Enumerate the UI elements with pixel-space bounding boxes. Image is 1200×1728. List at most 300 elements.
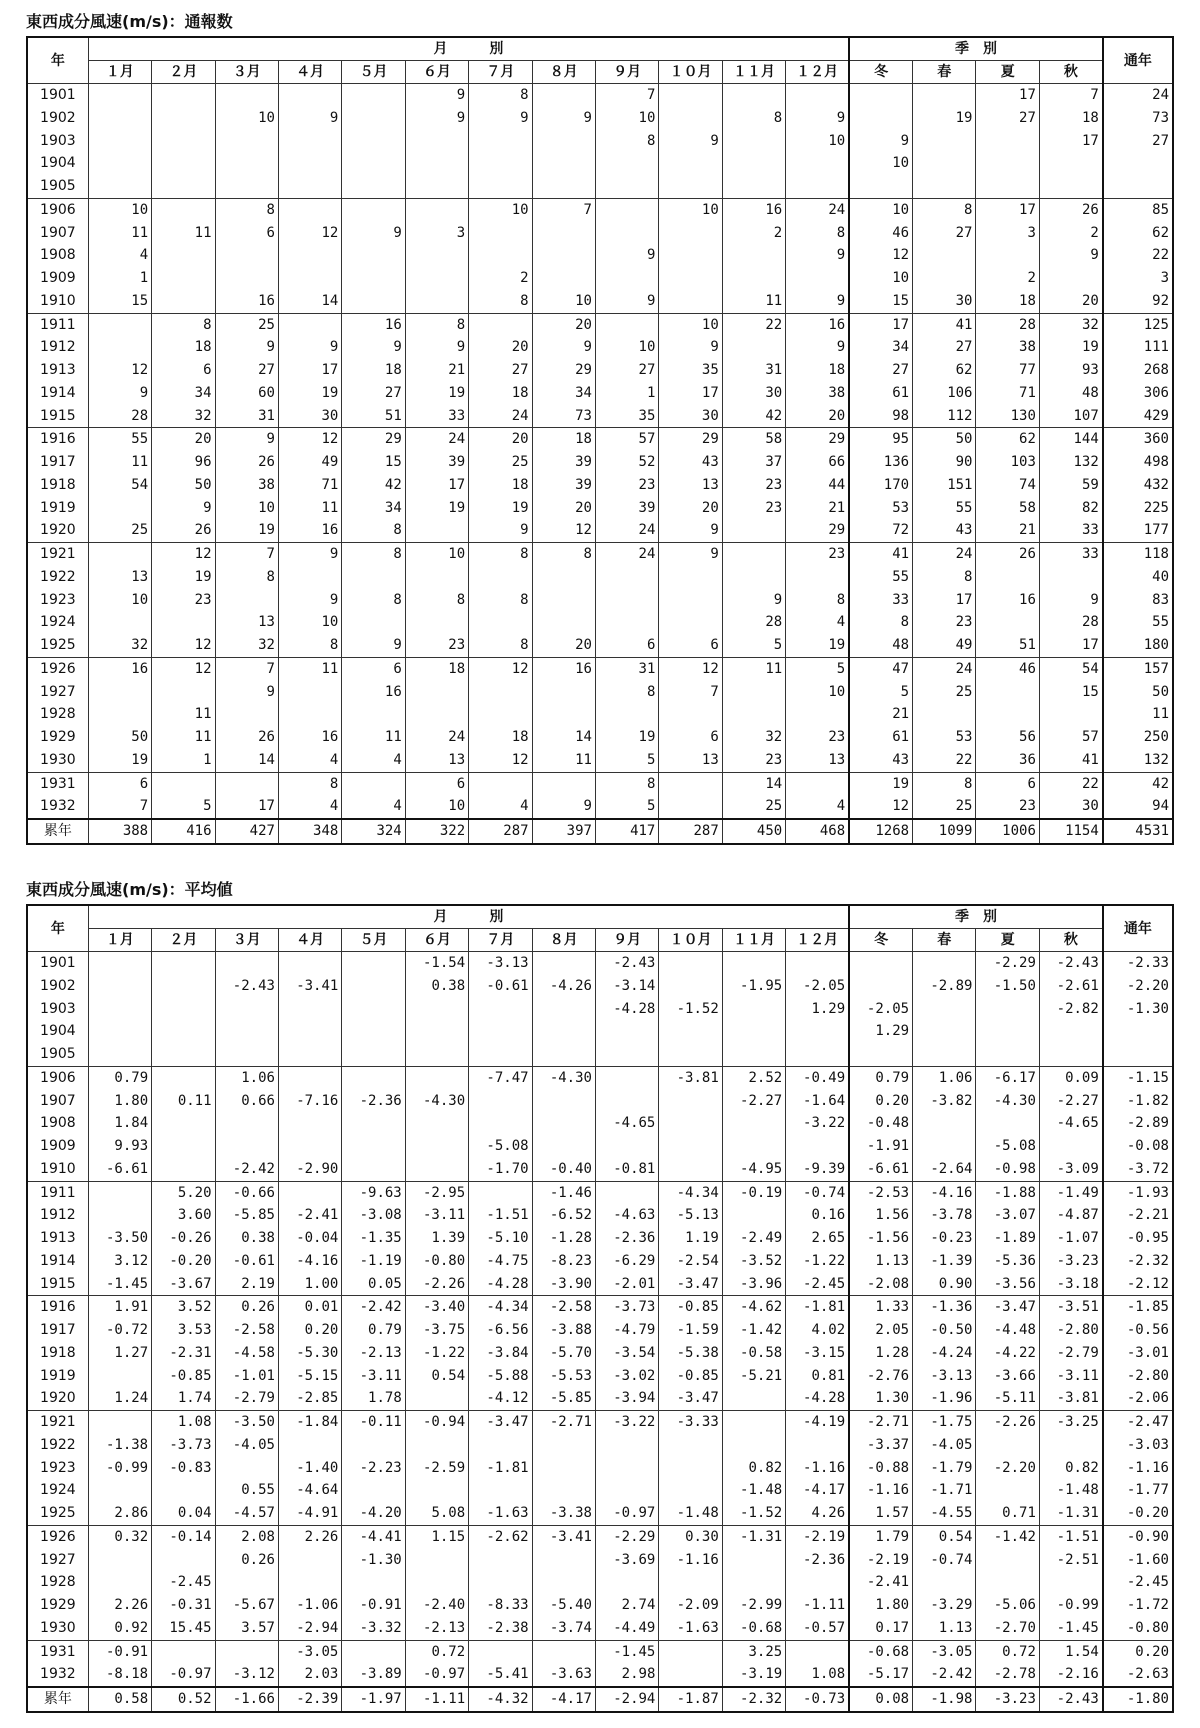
value-cell: 22: [1103, 244, 1173, 267]
value-cell: 19: [469, 497, 532, 520]
value-cell: 8: [469, 589, 532, 612]
value-cell: -3.08: [342, 1204, 405, 1227]
value-cell: -3.50: [88, 1227, 151, 1250]
value-cell: 3.25: [722, 1640, 785, 1663]
value-cell: [152, 772, 215, 795]
value-cell: 0.92: [88, 1617, 151, 1640]
value-cell: [659, 175, 722, 198]
value-cell: 23: [595, 474, 658, 497]
value-cell: 6: [215, 222, 278, 245]
season-header: 夏: [976, 61, 1039, 84]
value-cell: 0.20: [849, 1090, 912, 1113]
value-cell: -3.02: [595, 1365, 658, 1388]
value-cell: [722, 703, 785, 726]
value-cell: -2.45: [152, 1571, 215, 1594]
value-cell: [659, 1158, 722, 1181]
value-cell: [405, 1549, 468, 1572]
value-cell: [913, 1571, 976, 1594]
value-cell: 12: [88, 359, 151, 382]
value-cell: 38: [976, 336, 1039, 359]
value-cell: -3.13: [469, 952, 532, 975]
month-header: ９月: [595, 61, 658, 84]
value-cell: [278, 84, 341, 107]
value-cell: -3.40: [405, 1296, 468, 1319]
value-cell: -4.75: [469, 1250, 532, 1273]
total-cell: -4.17: [532, 1687, 595, 1712]
value-cell: -0.20: [152, 1250, 215, 1273]
value-cell: 10: [215, 497, 278, 520]
total-cell: 287: [659, 819, 722, 844]
value-cell: -3.69: [595, 1549, 658, 1572]
value-cell: -1.16: [849, 1479, 912, 1502]
table-row: [27, 1387, 1173, 1410]
value-cell: -2.26: [976, 1411, 1039, 1434]
value-cell: [469, 1043, 532, 1066]
value-cell: [405, 1020, 468, 1043]
season-header: 夏: [976, 929, 1039, 952]
value-cell: 44: [786, 474, 849, 497]
value-cell: -0.97: [405, 1663, 468, 1687]
value-cell: 16: [278, 519, 341, 542]
value-cell: -5.41: [469, 1663, 532, 1687]
value-cell: 30: [659, 405, 722, 428]
value-cell: [595, 1181, 658, 1204]
table-row: [27, 244, 1173, 267]
value-cell: 5: [849, 681, 912, 704]
value-cell: 0.09: [1039, 1066, 1102, 1089]
year-cell: 1901: [27, 84, 88, 107]
value-cell: [913, 1112, 976, 1135]
value-cell: 23: [722, 474, 785, 497]
value-cell: 23: [722, 749, 785, 772]
value-cell: 62: [1103, 222, 1173, 245]
value-cell: 132: [1039, 451, 1102, 474]
value-cell: -5.11: [976, 1387, 1039, 1410]
value-cell: -3.29: [913, 1594, 976, 1617]
value-cell: [342, 1112, 405, 1135]
value-cell: [278, 681, 341, 704]
value-cell: 1.91: [88, 1296, 151, 1319]
value-cell: 9: [786, 244, 849, 267]
value-cell: 27: [849, 359, 912, 382]
value-cell: 73: [532, 405, 595, 428]
total-cell: -3.23: [976, 1687, 1039, 1712]
month-header: ６月: [405, 929, 468, 952]
value-cell: [152, 998, 215, 1021]
value-cell: [405, 1158, 468, 1181]
value-cell: 71: [976, 382, 1039, 405]
value-cell: -3.74: [532, 1617, 595, 1640]
value-cell: 13: [786, 749, 849, 772]
value-cell: -4.63: [595, 1204, 658, 1227]
value-cell: 250: [1103, 726, 1173, 749]
value-cell: 1: [152, 749, 215, 772]
value-cell: -0.95: [1103, 1227, 1173, 1250]
value-cell: -2.99: [722, 1594, 785, 1617]
table-row: [27, 1158, 1173, 1181]
value-cell: [595, 1457, 658, 1480]
value-cell: -3.05: [278, 1640, 341, 1663]
value-cell: [469, 244, 532, 267]
value-cell: -2.80: [1103, 1365, 1173, 1388]
value-cell: 8: [722, 107, 785, 130]
value-cell: 13: [215, 611, 278, 634]
value-cell: [342, 1020, 405, 1043]
table-row: [27, 998, 1173, 1021]
value-cell: -2.23: [342, 1457, 405, 1480]
value-cell: [342, 198, 405, 221]
value-cell: 10: [849, 267, 912, 290]
year-cell: 1917: [27, 1319, 88, 1342]
value-cell: 23: [722, 497, 785, 520]
value-cell: -4.30: [976, 1090, 1039, 1113]
value-cell: 17: [215, 795, 278, 819]
value-cell: 90: [913, 451, 976, 474]
value-cell: [976, 1434, 1039, 1457]
value-cell: [152, 198, 215, 221]
total-cell: 4531: [1103, 819, 1173, 844]
value-cell: 62: [913, 359, 976, 382]
value-cell: 9: [278, 589, 341, 612]
table-row: [27, 1502, 1173, 1525]
value-cell: 11: [278, 657, 341, 680]
value-cell: -3.73: [152, 1434, 215, 1457]
value-cell: -7.47: [469, 1066, 532, 1089]
value-cell: -1.52: [659, 998, 722, 1021]
value-cell: 0.71: [976, 1502, 1039, 1525]
value-cell: [215, 1457, 278, 1480]
value-cell: -3.88: [532, 1319, 595, 1342]
value-cell: [342, 130, 405, 153]
value-cell: [532, 589, 595, 612]
value-cell: 1.84: [88, 1112, 151, 1135]
value-cell: 9: [278, 543, 341, 566]
value-cell: [405, 681, 468, 704]
value-cell: -2.32: [1103, 1250, 1173, 1273]
month-header: ７月: [469, 929, 532, 952]
total-cell: 1154: [1039, 819, 1102, 844]
value-cell: 8: [595, 772, 658, 795]
value-cell: [215, 1020, 278, 1043]
value-cell: -1.77: [1103, 1479, 1173, 1502]
value-cell: 3.57: [215, 1617, 278, 1640]
value-cell: 11: [152, 222, 215, 245]
value-cell: [405, 130, 468, 153]
value-cell: 27: [976, 107, 1039, 130]
value-cell: -2.19: [786, 1525, 849, 1548]
value-cell: 1.13: [913, 1617, 976, 1640]
value-cell: [532, 267, 595, 290]
total-row: [27, 819, 1173, 844]
value-cell: [786, 152, 849, 175]
value-cell: 225: [1103, 497, 1173, 520]
value-cell: [659, 152, 722, 175]
value-cell: 35: [595, 405, 658, 428]
value-cell: -1.59: [659, 1319, 722, 1342]
table-row: [27, 1365, 1173, 1388]
value-cell: -1.38: [88, 1434, 151, 1457]
value-cell: -4.57: [215, 1502, 278, 1525]
value-cell: -0.83: [152, 1457, 215, 1480]
value-cell: 0.05: [342, 1273, 405, 1296]
value-cell: 20: [469, 336, 532, 359]
table-row: [27, 1663, 1173, 1687]
value-cell: [532, 1549, 595, 1572]
value-cell: 8: [913, 772, 976, 795]
value-cell: 1.06: [913, 1066, 976, 1089]
value-cell: [215, 1640, 278, 1663]
table-row: [27, 130, 1173, 153]
year-cell: 1911: [27, 1181, 88, 1204]
value-cell: -1.48: [1039, 1479, 1102, 1502]
table-row: [27, 519, 1173, 542]
value-cell: -5.08: [469, 1135, 532, 1158]
value-cell: [786, 566, 849, 589]
value-cell: [278, 198, 341, 221]
value-cell: 43: [849, 749, 912, 772]
value-cell: 46: [849, 222, 912, 245]
value-cell: 29: [786, 428, 849, 451]
value-cell: -4.19: [786, 1411, 849, 1434]
value-cell: -0.91: [342, 1594, 405, 1617]
value-cell: -1.22: [405, 1342, 468, 1365]
value-cell: 20: [469, 428, 532, 451]
value-cell: 3.60: [152, 1204, 215, 1227]
value-cell: 1.06: [215, 1066, 278, 1089]
value-cell: -3.47: [469, 1411, 532, 1434]
value-cell: -4.48: [976, 1319, 1039, 1342]
value-cell: [342, 1135, 405, 1158]
value-cell: [278, 998, 341, 1021]
value-cell: 16: [532, 657, 595, 680]
value-cell: -1.01: [215, 1365, 278, 1388]
month-group-header: 月 別: [88, 37, 849, 61]
value-cell: [595, 1090, 658, 1113]
month-header: ５月: [342, 929, 405, 952]
value-cell: 11: [1103, 703, 1173, 726]
value-cell: 18: [342, 359, 405, 382]
year-cell: 1930: [27, 1617, 88, 1640]
value-cell: 50: [1103, 681, 1173, 704]
value-cell: -0.66: [215, 1181, 278, 1204]
value-cell: 27: [913, 222, 976, 245]
year-cell: 1907: [27, 1090, 88, 1113]
value-cell: 0.72: [405, 1640, 468, 1663]
value-cell: [976, 681, 1039, 704]
value-cell: [152, 1158, 215, 1181]
total-cell: 397: [532, 819, 595, 844]
value-cell: -4.28: [786, 1387, 849, 1410]
value-cell: [722, 1411, 785, 1434]
value-cell: 20: [1039, 290, 1102, 313]
value-cell: 12: [659, 657, 722, 680]
value-cell: -4.12: [469, 1387, 532, 1410]
value-cell: 10: [278, 611, 341, 634]
year-cell: 1902: [27, 107, 88, 130]
value-cell: 4: [88, 244, 151, 267]
value-cell: -6.61: [88, 1158, 151, 1181]
value-cell: 62: [976, 428, 1039, 451]
value-cell: -2.43: [595, 952, 658, 975]
value-cell: 20: [532, 634, 595, 657]
value-cell: [659, 1020, 722, 1043]
value-cell: 22: [722, 313, 785, 336]
value-cell: 2: [1039, 222, 1102, 245]
value-cell: [532, 1571, 595, 1594]
value-cell: 8: [152, 313, 215, 336]
value-cell: -5.53: [532, 1365, 595, 1388]
value-cell: [278, 267, 341, 290]
value-cell: [659, 611, 722, 634]
year-cell: 1916: [27, 428, 88, 451]
value-cell: [976, 998, 1039, 1021]
value-cell: [152, 611, 215, 634]
value-cell: 94: [1103, 795, 1173, 819]
value-cell: -2.43: [1039, 952, 1102, 975]
value-cell: 53: [913, 726, 976, 749]
value-cell: 66: [786, 451, 849, 474]
value-cell: [152, 290, 215, 313]
value-cell: -1.56: [849, 1227, 912, 1250]
value-cell: 25: [88, 519, 151, 542]
value-cell: 12: [469, 749, 532, 772]
value-cell: 48: [1039, 382, 1102, 405]
value-cell: 8: [532, 543, 595, 566]
value-cell: 8: [595, 681, 658, 704]
value-cell: -3.67: [152, 1273, 215, 1296]
value-cell: 1.74: [152, 1387, 215, 1410]
value-cell: 2.74: [595, 1594, 658, 1617]
value-cell: [659, 1640, 722, 1663]
value-cell: -2.29: [595, 1525, 658, 1548]
value-cell: [215, 998, 278, 1021]
value-cell: 7: [215, 543, 278, 566]
value-cell: 10: [215, 107, 278, 130]
value-cell: 17: [913, 589, 976, 612]
total-cell: -1.97: [342, 1687, 405, 1712]
value-cell: -2.61: [1039, 975, 1102, 998]
value-cell: [1103, 152, 1173, 175]
value-cell: [786, 1020, 849, 1043]
value-cell: -0.85: [659, 1365, 722, 1388]
total-cell: 324: [342, 819, 405, 844]
table-row: [27, 634, 1173, 657]
value-cell: 9: [786, 107, 849, 130]
value-cell: -2.13: [342, 1342, 405, 1365]
value-cell: -2.43: [215, 975, 278, 998]
value-cell: 1: [595, 382, 658, 405]
value-cell: [342, 152, 405, 175]
value-cell: [88, 313, 151, 336]
value-cell: 19: [405, 382, 468, 405]
value-cell: -2.27: [722, 1090, 785, 1113]
value-cell: 8: [913, 198, 976, 221]
month-header: １月: [88, 929, 151, 952]
total-cell: -2.32: [722, 1687, 785, 1712]
value-cell: 29: [342, 428, 405, 451]
value-cell: 1.13: [849, 1250, 912, 1273]
value-cell: 17: [849, 313, 912, 336]
value-cell: 1.30: [849, 1387, 912, 1410]
value-cell: [659, 975, 722, 998]
value-cell: -2.36: [786, 1549, 849, 1572]
value-cell: 39: [405, 451, 468, 474]
value-cell: 57: [1039, 726, 1102, 749]
value-cell: -1.72: [1103, 1594, 1173, 1617]
value-cell: -0.68: [849, 1640, 912, 1663]
year-cell: 1912: [27, 1204, 88, 1227]
value-cell: 20: [532, 497, 595, 520]
value-cell: 9: [215, 336, 278, 359]
value-cell: [532, 1112, 595, 1135]
value-cell: [976, 611, 1039, 634]
value-cell: -1.16: [659, 1549, 722, 1572]
table-row: [27, 1434, 1173, 1457]
value-cell: 17: [976, 84, 1039, 107]
value-cell: 3: [976, 222, 1039, 245]
value-cell: [849, 107, 912, 130]
year-cell: 1918: [27, 1342, 88, 1365]
value-cell: 9: [532, 336, 595, 359]
value-cell: [469, 1181, 532, 1204]
value-cell: -3.96: [722, 1273, 785, 1296]
value-cell: [722, 952, 785, 975]
value-cell: 7: [595, 84, 658, 107]
value-cell: [595, 566, 658, 589]
value-cell: -4.30: [405, 1090, 468, 1113]
value-cell: 20: [532, 313, 595, 336]
value-cell: -0.74: [786, 1181, 849, 1204]
value-cell: -1.70: [469, 1158, 532, 1181]
value-cell: 9: [786, 290, 849, 313]
value-cell: 136: [849, 451, 912, 474]
value-cell: -1.19: [342, 1250, 405, 1273]
value-cell: -4.58: [215, 1342, 278, 1365]
value-cell: [849, 175, 912, 198]
value-cell: 85: [1103, 198, 1173, 221]
value-cell: -4.64: [278, 1479, 341, 1502]
value-cell: -3.12: [215, 1663, 278, 1687]
value-cell: [786, 1571, 849, 1594]
value-cell: 6: [659, 726, 722, 749]
value-cell: -1.48: [722, 1479, 785, 1502]
value-cell: 15: [1039, 681, 1102, 704]
value-cell: 157: [1103, 657, 1173, 680]
value-cell: 9: [405, 336, 468, 359]
value-cell: 17: [278, 359, 341, 382]
value-cell: 1.56: [849, 1204, 912, 1227]
value-cell: [976, 1043, 1039, 1066]
value-cell: [152, 84, 215, 107]
value-cell: 2.86: [88, 1502, 151, 1525]
value-cell: [152, 267, 215, 290]
mean-value-title: 東西成分風速(m/s)：平均値: [26, 880, 233, 899]
value-cell: 25: [722, 795, 785, 819]
value-cell: 18: [469, 382, 532, 405]
value-cell: 0.26: [215, 1549, 278, 1572]
year-cell: 1908: [27, 1112, 88, 1135]
value-cell: [342, 611, 405, 634]
value-cell: -3.05: [913, 1640, 976, 1663]
value-cell: [722, 681, 785, 704]
value-cell: 19: [786, 634, 849, 657]
year-cell: 1930: [27, 749, 88, 772]
value-cell: -4.49: [595, 1617, 658, 1640]
value-cell: -2.89: [1103, 1112, 1173, 1135]
year-cell: 1904: [27, 1020, 88, 1043]
value-cell: [659, 795, 722, 819]
value-cell: [595, 703, 658, 726]
